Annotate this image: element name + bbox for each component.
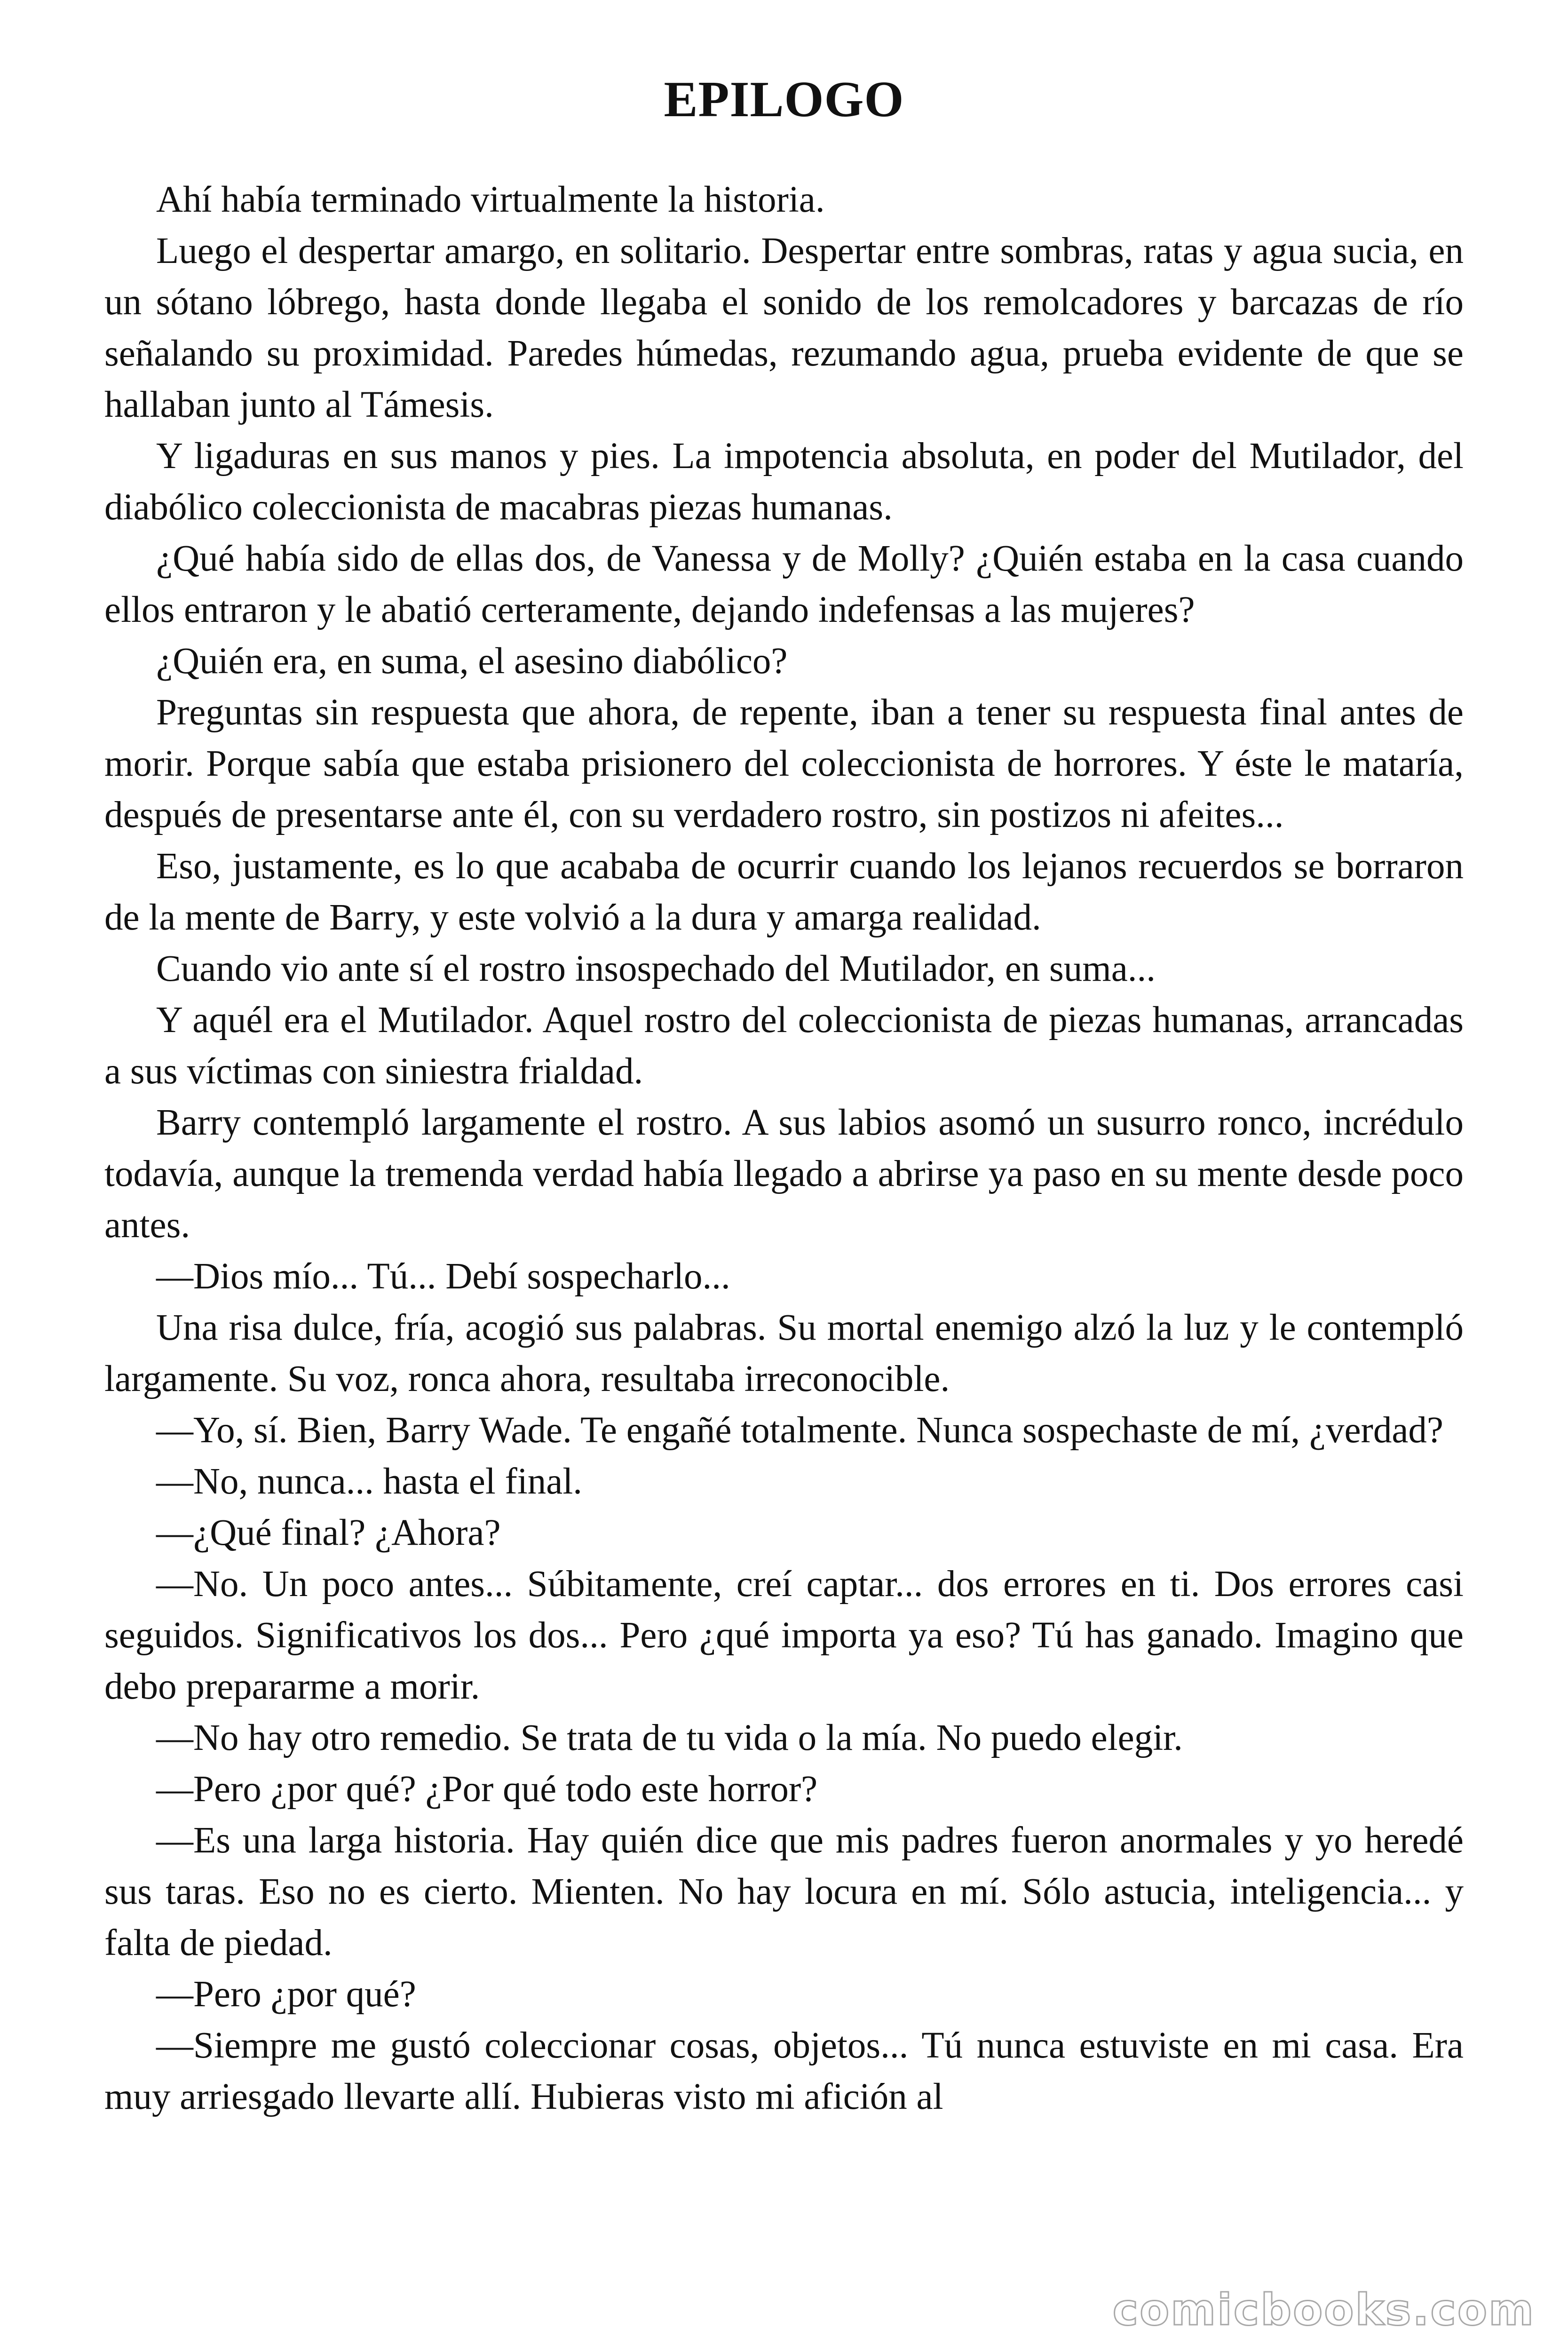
- paragraph: —Es una larga historia. Hay quién dice que mis padres fueron anormales y yo heredé sus taras. Eso no es cierto. Mienten. No hay locura en mí. Sólo astucia, inteligencia... y falta de piedad.: [104, 1820, 1464, 1963]
- watermark-logo: comicbooks.com: [1112, 2285, 1535, 2335]
- paragraph: ¿Quién era, en suma, el asesino diabólico?: [156, 641, 788, 682]
- paragraph: Una risa dulce, fría, acogió sus palabras. Su mortal enemigo alzó la luz y le contempló largamente. Su voz, ronca ahora, resultaba irreconocible.: [104, 1307, 1464, 1399]
- paragraph: —¿Qué final? ¿Ahora?: [156, 1512, 501, 1553]
- paragraph: —Pero ¿por qué?: [156, 1974, 416, 2015]
- paragraph: Luego el despertar amargo, en solitario. Despertar entre sombras, ratas y agua sucia, en un sótano lóbrego, hasta donde llegaba el sonido de los remolcadores y barcazas de río señalando su proximidad. Paredes húmedas, rezumando agua, prueba evidente de que se hallaban junto al Támesis.: [104, 230, 1464, 425]
- paragraph: —No hay otro remedio. Se trata de tu vida o la mía. No puedo elegir.: [156, 1717, 1183, 1758]
- paragraph: Cuando vio ante sí el rostro insospechado del Mutilador, en suma...: [156, 948, 1156, 989]
- paragraph: Y aquél era el Mutilador. Aquel rostro del coleccionista de piezas humanas, arrancadas a sus víctimas con siniestra frialdad.: [104, 1000, 1464, 1092]
- paragraph: —No. Un poco antes... Súbitamente, creí captar... dos errores en ti. Dos errores casi seguidos. Significativos los dos... Pero ¿qué importa ya eso? Tú has ganado. Imagino que debo prepararme a morir.: [104, 1564, 1464, 1707]
- paragraph: —No, nunca... hasta el final.: [156, 1461, 583, 1502]
- paragraph: —Yo, sí. Bien, Barry Wade. Te engañé totalmente. Nunca sospechaste de mí, ¿verdad?: [156, 1410, 1443, 1451]
- paragraph: Ahí había terminado virtualmente la historia.: [156, 179, 825, 220]
- paragraph: ¿Qué había sido de ellas dos, de Vanessa y de Molly? ¿Quién estaba en la casa cuando ellos entraron y le abatió certeramente, dejando indefensas a las mujeres?: [104, 538, 1464, 630]
- chapter-title: EPILOGO: [664, 72, 904, 127]
- body-text: [104, 174, 1464, 2122]
- paragraph: Eso, justamente, es lo que acababa de ocurrir cuando los lejanos recuerdos se borraron de la mente de Barry, y este volvió a la dura y amarga realidad.: [104, 846, 1464, 938]
- paragraph: —Siempre me gustó coleccionar cosas, objetos... Tú nunca estuviste en mi casa. Era muy arriesgado llevarte allí. Hubieras visto mi afición al: [104, 2025, 1464, 2117]
- paragraph: Preguntas sin respuesta que ahora, de repente, iban a tener su respuesta final antes de morir. Porque sabía que estaba prisionero del coleccionista de horrores. Y éste le mataría, después de presentarse ante él, con su verdadero rostro, sin postizos ni afeites...: [104, 692, 1464, 835]
- paragraph: Y ligaduras en sus manos y pies. La impotencia absoluta, en poder del Mutilador, del diabólico coleccionista de macabras piezas humanas.: [104, 436, 1464, 528]
- paragraph: —Dios mío... Tú... Debí sospecharlo...: [156, 1256, 730, 1297]
- paragraph: Barry contempló largamente el rostro. A sus labios asomó un susurro ronco, incrédulo todavía, aunque la tremenda verdad había llegado a abrirse ya paso en su mente desde poco antes.: [104, 1102, 1464, 1246]
- paragraph: —Pero ¿por qué? ¿Por qué todo este horror?: [156, 1769, 818, 1810]
